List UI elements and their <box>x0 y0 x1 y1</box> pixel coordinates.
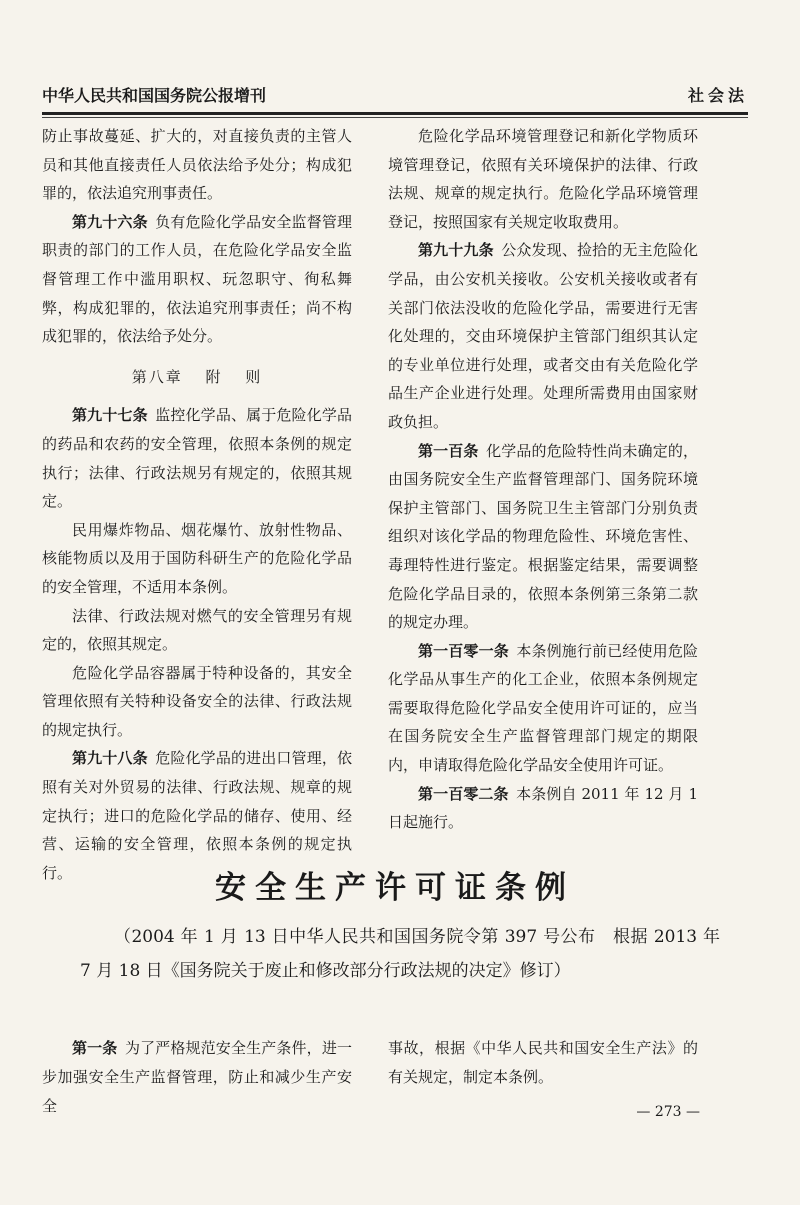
bottom-left-column <box>42 1034 352 1121</box>
header-rule-thick <box>42 112 748 115</box>
chapter-word-2: 则 <box>245 367 263 386</box>
page-number: — 273 — <box>636 1104 700 1120</box>
regulation-article-1-continued: 事故，根据《中华人民共和国安全生产法》的有关规定，制定本条例。 <box>388 1039 698 1086</box>
article-text: 本条例自 2011 年 12 月 1 日起施行。 <box>388 784 698 832</box>
page-header <box>42 72 748 112</box>
regulation-article-1 <box>42 1034 352 1121</box>
promulgation-note: （2004 年 1 月 13 日中华人民共和国国务院令第 397 号公布 根据 2013 年 7 月 18 日《国务院关于废止和修改部分行政法规的决定》修订） <box>80 927 720 981</box>
article-label: 第九十九条 <box>418 241 494 260</box>
article-100 <box>388 437 698 637</box>
paragraph-gas: 法律、行政法规对燃气的安全管理另有规定的，依照其规定。 <box>42 606 352 654</box>
article-label: 第九十六条 <box>72 212 148 231</box>
paragraph-env-registration: 危险化学品环境管理登记和新化学物质环境管理登记，依照有关环境保护的法律、行政法规、规章的规定执行。危险化学品环境管理登记，按照国家有关规定收取费用。 <box>388 127 698 231</box>
journal-title: 中华人民共和国国务院公报增刊 <box>42 86 267 105</box>
chapter-heading <box>42 363 352 392</box>
article-label: 第九十八条 <box>72 749 148 768</box>
article-97 <box>42 401 352 515</box>
article-text: 危险化学品的进出口管理，依照有关对外贸易的法律、行政法规、规章的规定执行；进口的危险化学品的储存、使用、经营、运输的安全管理，依照本条例的规定执行。 <box>42 749 352 882</box>
article-text: 监控化学品、属于危险化学品的药品和农药的安全管理，依照本条例的规定执行；法律、行政法规另有规定的，依照其规定。 <box>42 406 352 511</box>
bottom-right-column <box>388 1034 698 1092</box>
paragraph-explosives: 民用爆炸物品、烟花爆竹、放射性物品、核能物质以及用于国防科研生产的危险化学品的安全管理，不适用本条例。 <box>42 520 352 596</box>
header-rule-thin <box>42 117 748 118</box>
chapter-number: 第八章 <box>131 367 183 386</box>
article-label: 第一百零二条 <box>418 784 509 803</box>
paragraph-continuation: 防止事故蔓延、扩大的，对直接负责的主管人员和其他直接责任人员依法给予处分；构成犯罪的，依法追究刑事责任。 <box>42 127 352 203</box>
left-column <box>42 122 352 887</box>
article-text: 为了严格规范安全生产条件，进一步加强安全生产监督管理，防止和减少生产安全 <box>42 1039 352 1115</box>
right-column <box>388 122 698 837</box>
article-text: 负有危险化学品安全监督管理职责的部门的工作人员，在危险化学品安全监督管理工作中滥用职权、玩忽职守、徇私舞弊，构成犯罪的，依法追究刑事责任；尚不构成犯罪的，依法给予处分。 <box>42 212 352 346</box>
article-label: 第一百条 <box>418 441 479 460</box>
article-102 <box>388 780 698 837</box>
chapter-word-1: 附 <box>205 367 223 386</box>
article-label: 第一百零一条 <box>418 641 509 660</box>
article-text: 公众发现、捡拾的无主危险化学品，由公安机关接收。公安机关接收或者有关部门依法没收的危险化学品，需要进行无害化处理的，交由环境保护主管部门组织其认定的专业单位进行处理，或者交由有关危险化学品生产企业进行处理。处理所需费用由国家财政负担。 <box>388 241 698 431</box>
article-label: 第九十七条 <box>72 406 148 425</box>
article-label: 第一条 <box>72 1039 118 1057</box>
article-text: 本条例施行前已经使用危险化学品从事生产的化工企业，依照本条例规定需要取得危险化学品安全使用许可证的，应当在国务院安全生产监督管理部门规定的期限内，申请取得危险化学品安全使用许可证。 <box>388 641 698 775</box>
article-101 <box>388 637 698 780</box>
article-96 <box>42 208 352 351</box>
paragraph-containers: 危险化学品容器属于特种设备的，其安全管理依照有关特种设备安全的法律、行政法规的规定执行。 <box>42 663 352 739</box>
regulation-title: 安全生产许可证条例 <box>215 870 575 906</box>
article-text: 化学品的危险特性尚未确定的，由国务院安全生产监督管理部门、国务院环境保护主管部门、国务院卫生主管部门分别负责组织对该化学品的物理危险性、环境危害性、毒理特性进行鉴定。根据鉴定结果，需要调整危险化学品目录的，依照本条例第三条第二款的规定办理。 <box>388 441 698 632</box>
article-99 <box>388 236 698 436</box>
section-name: 社会法 <box>687 86 748 105</box>
